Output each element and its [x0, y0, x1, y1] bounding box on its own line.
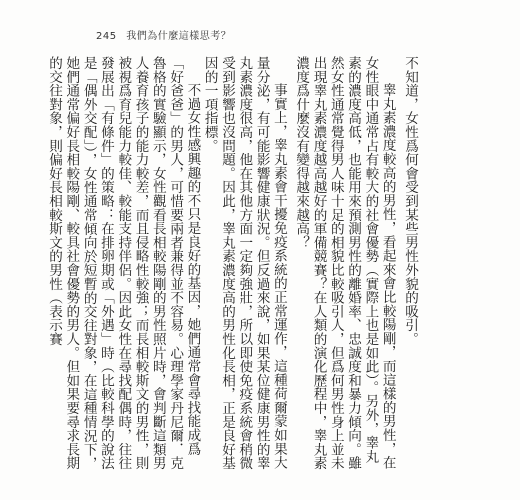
page-number: 245 [96, 31, 117, 42]
running-title: 我們為什麼這樣思考？ [126, 31, 232, 42]
paragraph-4: 不過女性感興趣的不只是良好的基因，她們通常會尋找能成爲「好爸爸」的男人，可惜要兩者兼得並不容易。心理學家丹尼爾．克魯格的實驗顯示，女性觀看長相較陽剛的男性照片時，會判斷這類男人養育孩子的能力較差，而且侵略性較強；而長相較斯文的男性，則被視爲育兒能力較佳、較能支持伴侶。因此女性在尋找配偶時，往往發展出「有條件」的策略：在排卵期或「外遇」時（比較科學的說法是「偶外交配」），女性通常傾向於短暫的交往對象，在這種情況下，她們通常偏好長相較陽剛、較具社會優勢的男人。但如果要尋求長期的交往對象，則偏好長相較斯文的男性（表示賽 [46, 56, 201, 471]
running-header [96, 27, 231, 42]
paragraph-3: 事實上，睾丸素會干擾免疫系統的正常運作，這種荷爾蒙如果大量分泌，有可能影響健康狀況。但反過來說，如果某位健康男性的睾丸素濃度很高，他在其他方面一定夠強壯，所以即使免疫系統會稍微受到影響也沒問題。因此，睾丸素濃度高的男性化長相，正是良好基因的一項指標。 [201, 56, 287, 470]
paragraph-1: 不知道，女性爲何會受到某些男性外貌的吸引。 [402, 56, 418, 346]
vertical-body-text [46, 56, 423, 476]
paragraph-2: 睾丸素濃度較高的男性，看起來會比較陽剛，而這樣的男性，在女性眼中通常占有較大的社會優勢（實際上也是如此）。另外，睾丸素的濃度高低，也能用來預測男性的離婚率、忠誠度和暴力傾向。雖然女性通常覺得男人味十足的相貌比較吸引人，但爲何男性身上並未出現睾丸素濃度越高越好的軍備競賽？在人類的演化歷程中，睾丸素濃度爲什麼沒有變得越來越高？ [293, 56, 396, 470]
